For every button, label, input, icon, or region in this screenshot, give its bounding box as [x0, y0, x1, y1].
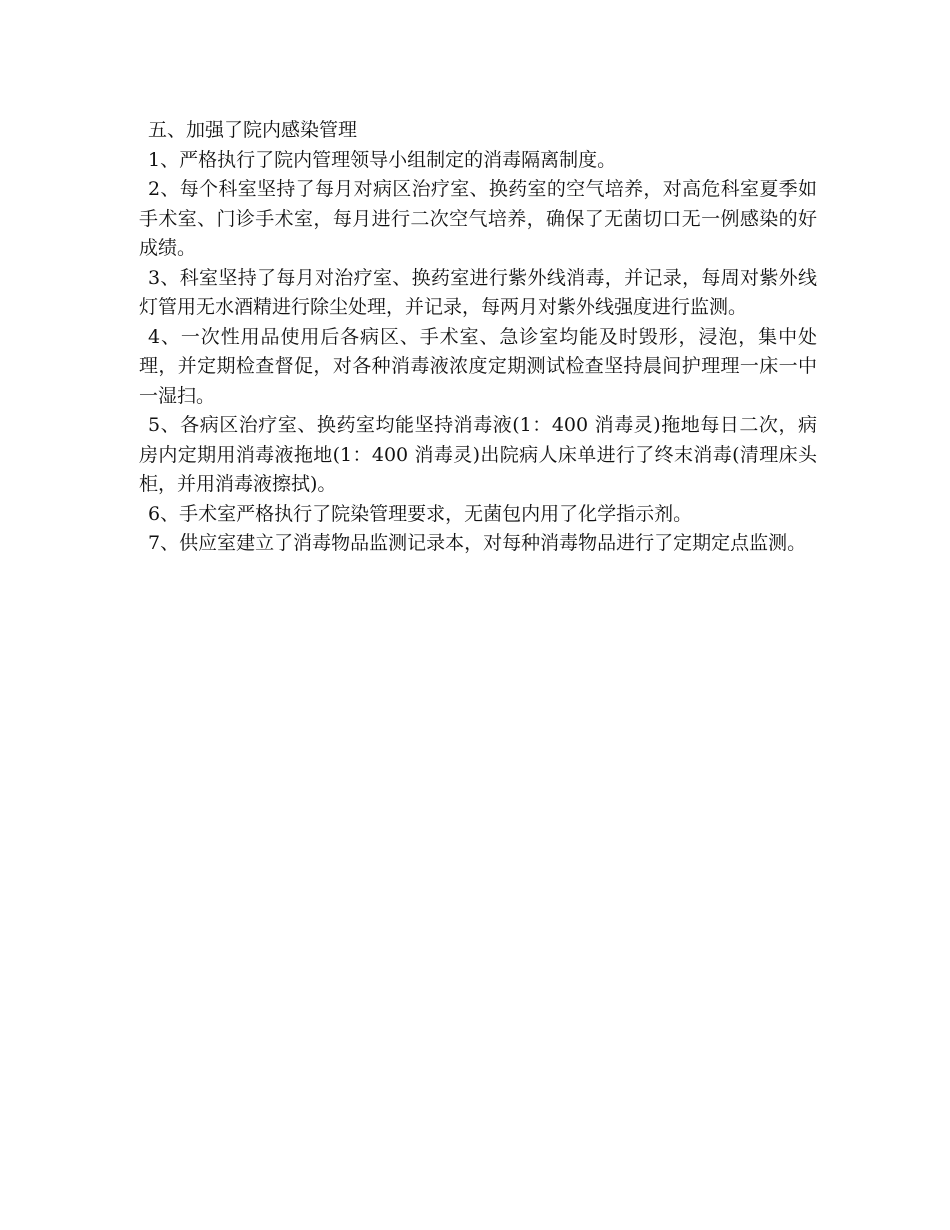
paragraph-4: 4、一次性用品使用后各病区、手术室、急诊室均能及时毁形，浸泡，集中处理，并定期检查督促，对各种消毒液浓度定期测试检查坚持晨间护理理一床一中一湿扫。	[139, 325, 817, 407]
paragraph-1: 1、严格执行了院内管理领导小组制定的消毒隔离制度。	[148, 148, 617, 171]
document-body	[139, 116, 817, 559]
paragraph-7: 7、供应室建立了消毒物品监测记录本，对每种消毒物品进行了定期定点监测。	[148, 532, 807, 554]
paragraph-5: 5、各病区治疗室、换药室均能坚持消毒液(1：400 消毒灵)拖地每日二次，病房内定期用消毒液拖地(1：400 消毒灵)出院病人床单进行了终末消毒(清理床头柜，并用消毒液擦拭)。	[139, 414, 817, 495]
paragraph-2: 2、每个科室坚持了每月对病区治疗室、换药室的空气培养，对高危科室夏季如手术室、门诊手术室，每月进行二次空气培养，确保了无菌切口无一例感染的好成绩。	[139, 178, 817, 259]
paragraph-6: 6、手术室严格执行了院染管理要求，无菌包内用了化学指示剂。	[148, 502, 693, 525]
section-heading: 五、加强了院内感染管理	[148, 119, 358, 141]
paragraph-3: 3、科室坚持了每月对治疗室、换药室进行紫外线消毒，并记录，每周对紫外线灯管用无水酒精进行除尘处理，并记录，每两月对紫外线强度进行监测。	[139, 266, 817, 318]
